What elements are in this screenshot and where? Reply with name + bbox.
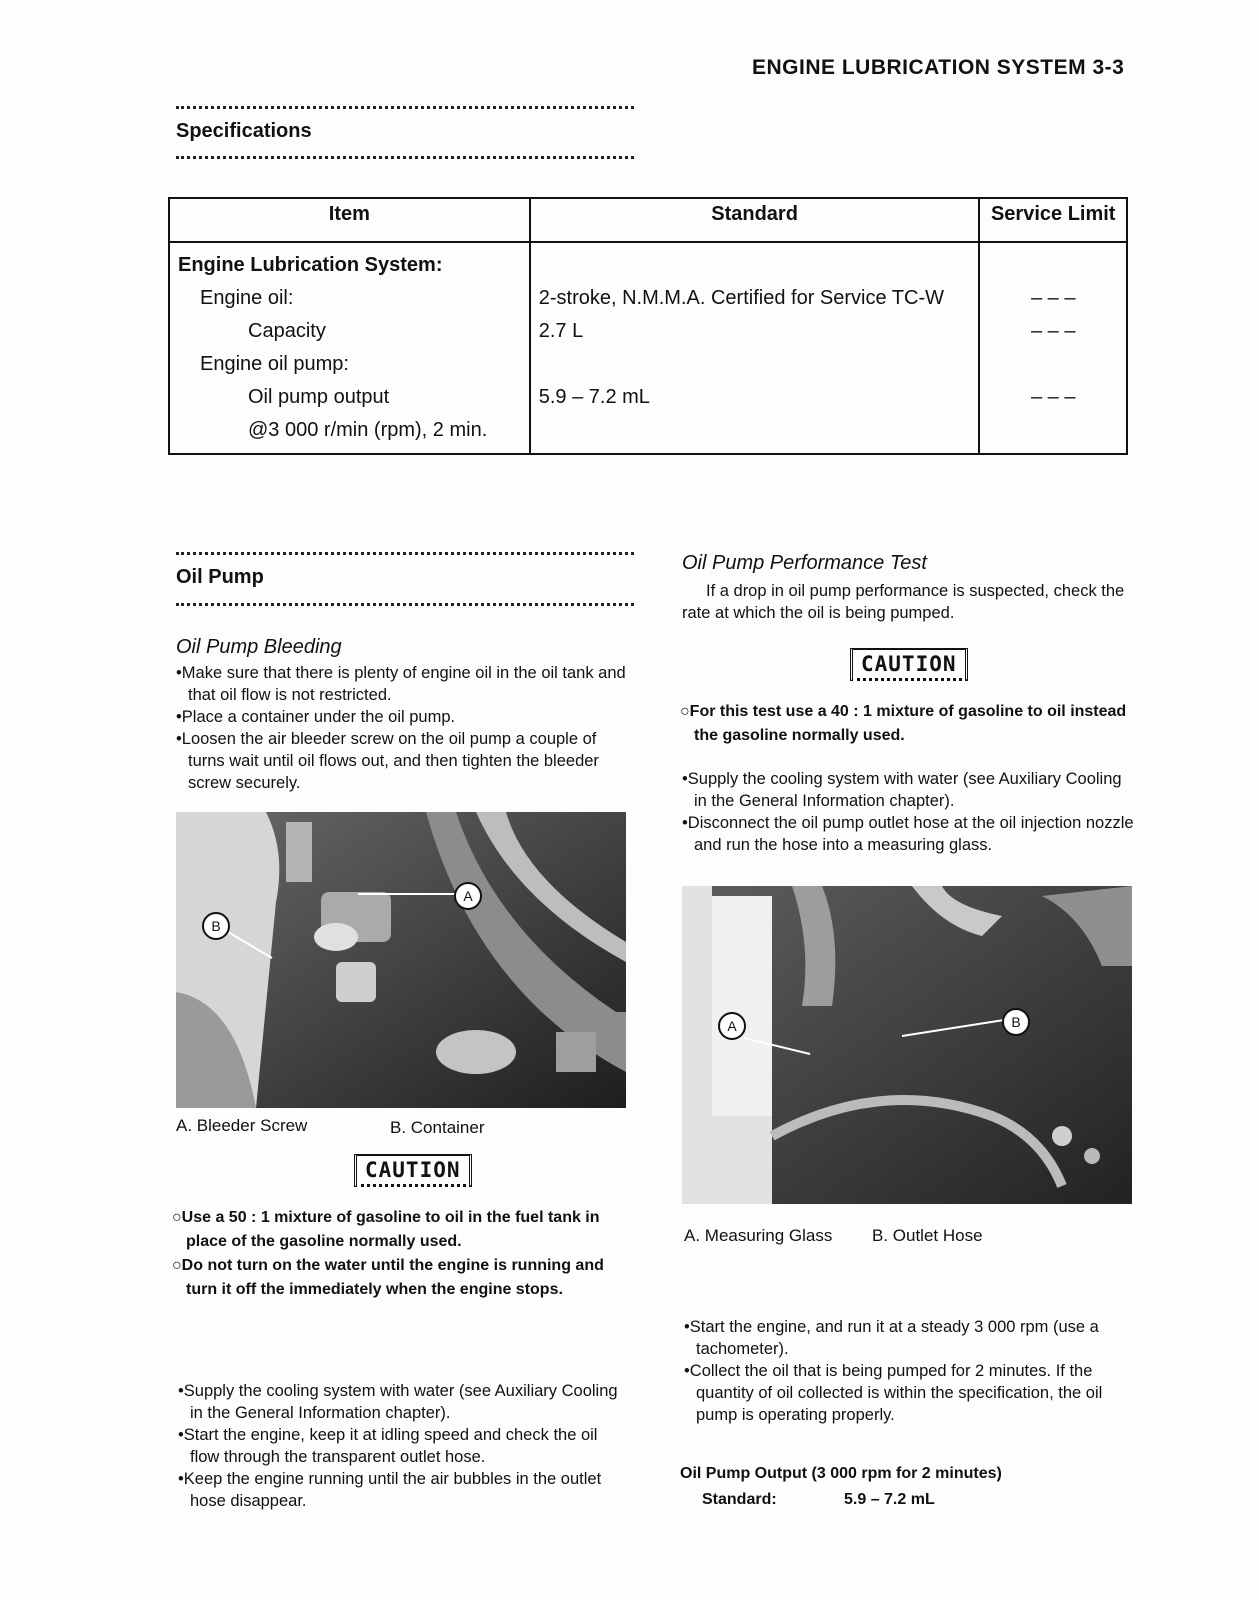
table-cell-limit bbox=[988, 348, 1118, 381]
caution-label: CAUTION bbox=[354, 1154, 472, 1187]
table-cell-limit: – – – bbox=[1030, 320, 1076, 342]
table-cell-limit: – – – bbox=[1030, 287, 1076, 309]
caption-a: A. Measuring Glass bbox=[684, 1226, 833, 1245]
table-body bbox=[169, 242, 1127, 454]
caution-box bbox=[354, 1154, 472, 1187]
callout-b: B bbox=[202, 912, 230, 940]
callout-a: A bbox=[718, 1012, 746, 1040]
list-item: •Supply the cooling system with water (see Auxiliary Cooling in the General Information chapter). bbox=[682, 770, 1122, 810]
specifications-table-wrapper bbox=[168, 197, 1128, 455]
oil-pump-bleeding-title: Oil Pump Bleeding bbox=[176, 636, 342, 658]
list-item: •Loosen the air bleeder screw on the oil pump a couple of turns wait until oil flows out, and then tighten the bleeder screw securely. bbox=[176, 730, 599, 792]
oil-pump-title: Oil Pump bbox=[176, 566, 264, 588]
list-item: •Supply the cooling system with water (see Auxiliary Cooling in the General Information chapter). bbox=[178, 1382, 618, 1422]
caption-b: B. Container bbox=[390, 1118, 485, 1137]
dotted-rule bbox=[176, 106, 634, 109]
engine-photo-illustration bbox=[176, 812, 626, 1108]
standard-label: Standard: bbox=[702, 1491, 777, 1508]
dotted-rule bbox=[176, 552, 634, 555]
caution-note: ○Use a 50 : 1 mixture of gasoline to oil in the fuel tank in place of the gasoline normally used. bbox=[172, 1209, 600, 1250]
table-cell-standard bbox=[539, 348, 971, 381]
table-cell-limit bbox=[988, 249, 1118, 282]
table-cell-item: Engine Lubrication System: bbox=[178, 254, 443, 276]
list-item: •Start the engine, keep it at idling speed and check the oil flow through the transparent outlet hose. bbox=[178, 1426, 598, 1466]
column-header-item: Item bbox=[169, 198, 530, 242]
specifications-table bbox=[168, 197, 1128, 455]
table-cell-standard: 2-stroke, N.M.M.A. Certified for Service TC-W bbox=[538, 287, 944, 309]
caution-note: ○Do not turn on the water until the engine is running and turn it off the immediately when the engine stops. bbox=[172, 1257, 604, 1298]
caution-label: CAUTION bbox=[850, 648, 968, 681]
table-cell-item: Capacity bbox=[248, 320, 326, 342]
performance-photo bbox=[682, 886, 1132, 1204]
dotted-rule bbox=[176, 156, 634, 159]
caution-notes bbox=[172, 1206, 630, 1302]
caution-note-text: ○For this test use a 40 : 1 mixture of gasoline to oil instead the gasoline normally used. bbox=[680, 703, 1127, 744]
caution-note bbox=[680, 700, 1136, 748]
service-limit-column bbox=[979, 242, 1127, 454]
column-header-standard: Standard bbox=[530, 198, 980, 242]
caption-a: A. Bleeder Screw bbox=[176, 1116, 308, 1135]
table-header-row bbox=[169, 198, 1127, 242]
specifications-title: Specifications bbox=[176, 120, 312, 142]
list-item: •Make sure that there is plenty of engine oil in the oil tank and that oil flow is not restricted. bbox=[176, 664, 626, 704]
table-cell-standard bbox=[539, 249, 971, 282]
performance-intro: If a drop in oil pump performance is suspected, check the rate at which the oil is being pumped. bbox=[682, 582, 1125, 622]
table-cell-limit: – – – bbox=[1030, 386, 1076, 408]
bleeding-photo bbox=[176, 812, 626, 1108]
list-item: •Start the engine, and run it at a steady 3 000 rpm (use a tachometer). bbox=[684, 1318, 1099, 1358]
table-cell-item: Engine oil: bbox=[200, 287, 294, 309]
page-header: ENGINE LUBRICATION SYSTEM 3-3 bbox=[752, 56, 1125, 79]
list-item: •Disconnect the oil pump outlet hose at the oil injection nozzle and run the hose into a measuring glass. bbox=[682, 814, 1134, 854]
list-item: •Place a container under the oil pump. bbox=[176, 708, 456, 726]
table-cell-item: Engine oil pump: bbox=[200, 353, 349, 375]
caption-b: B. Outlet Hose bbox=[872, 1226, 983, 1245]
table-cell-standard: 5.9 – 7.2 mL bbox=[538, 386, 650, 408]
bleeding-steps-after bbox=[178, 1380, 630, 1512]
oil-pump-output-title: Oil Pump Output (3 000 rpm for 2 minutes) bbox=[680, 1465, 1002, 1482]
dotted-rule bbox=[176, 603, 634, 606]
callout-a: A bbox=[454, 882, 482, 910]
engine-photo-illustration bbox=[682, 886, 1132, 1204]
performance-test-title: Oil Pump Performance Test bbox=[682, 552, 927, 574]
performance-steps bbox=[682, 768, 1134, 856]
table-cell-item: Oil pump output bbox=[248, 386, 390, 408]
standard-column bbox=[530, 242, 980, 454]
list-item: •Keep the engine running until the air bubbles in the outlet hose disappear. bbox=[178, 1470, 602, 1510]
callout-b: B bbox=[1002, 1008, 1030, 1036]
column-header-service-limit: Service Limit bbox=[979, 198, 1127, 242]
list-item: •Collect the oil that is being pumped for 2 minutes. If the quantity of oil collected is within the specification, the oil pump is operating properly. bbox=[684, 1362, 1103, 1424]
caution-box bbox=[850, 648, 968, 681]
table-cell-standard: 2.7 L bbox=[538, 320, 584, 342]
item-column bbox=[169, 242, 530, 454]
standard-value: 5.9 – 7.2 mL bbox=[844, 1491, 935, 1508]
bleeding-steps bbox=[176, 662, 628, 794]
table-cell-item: @3 000 r/min (rpm), 2 min. bbox=[248, 419, 488, 441]
performance-steps-after bbox=[684, 1316, 1136, 1426]
